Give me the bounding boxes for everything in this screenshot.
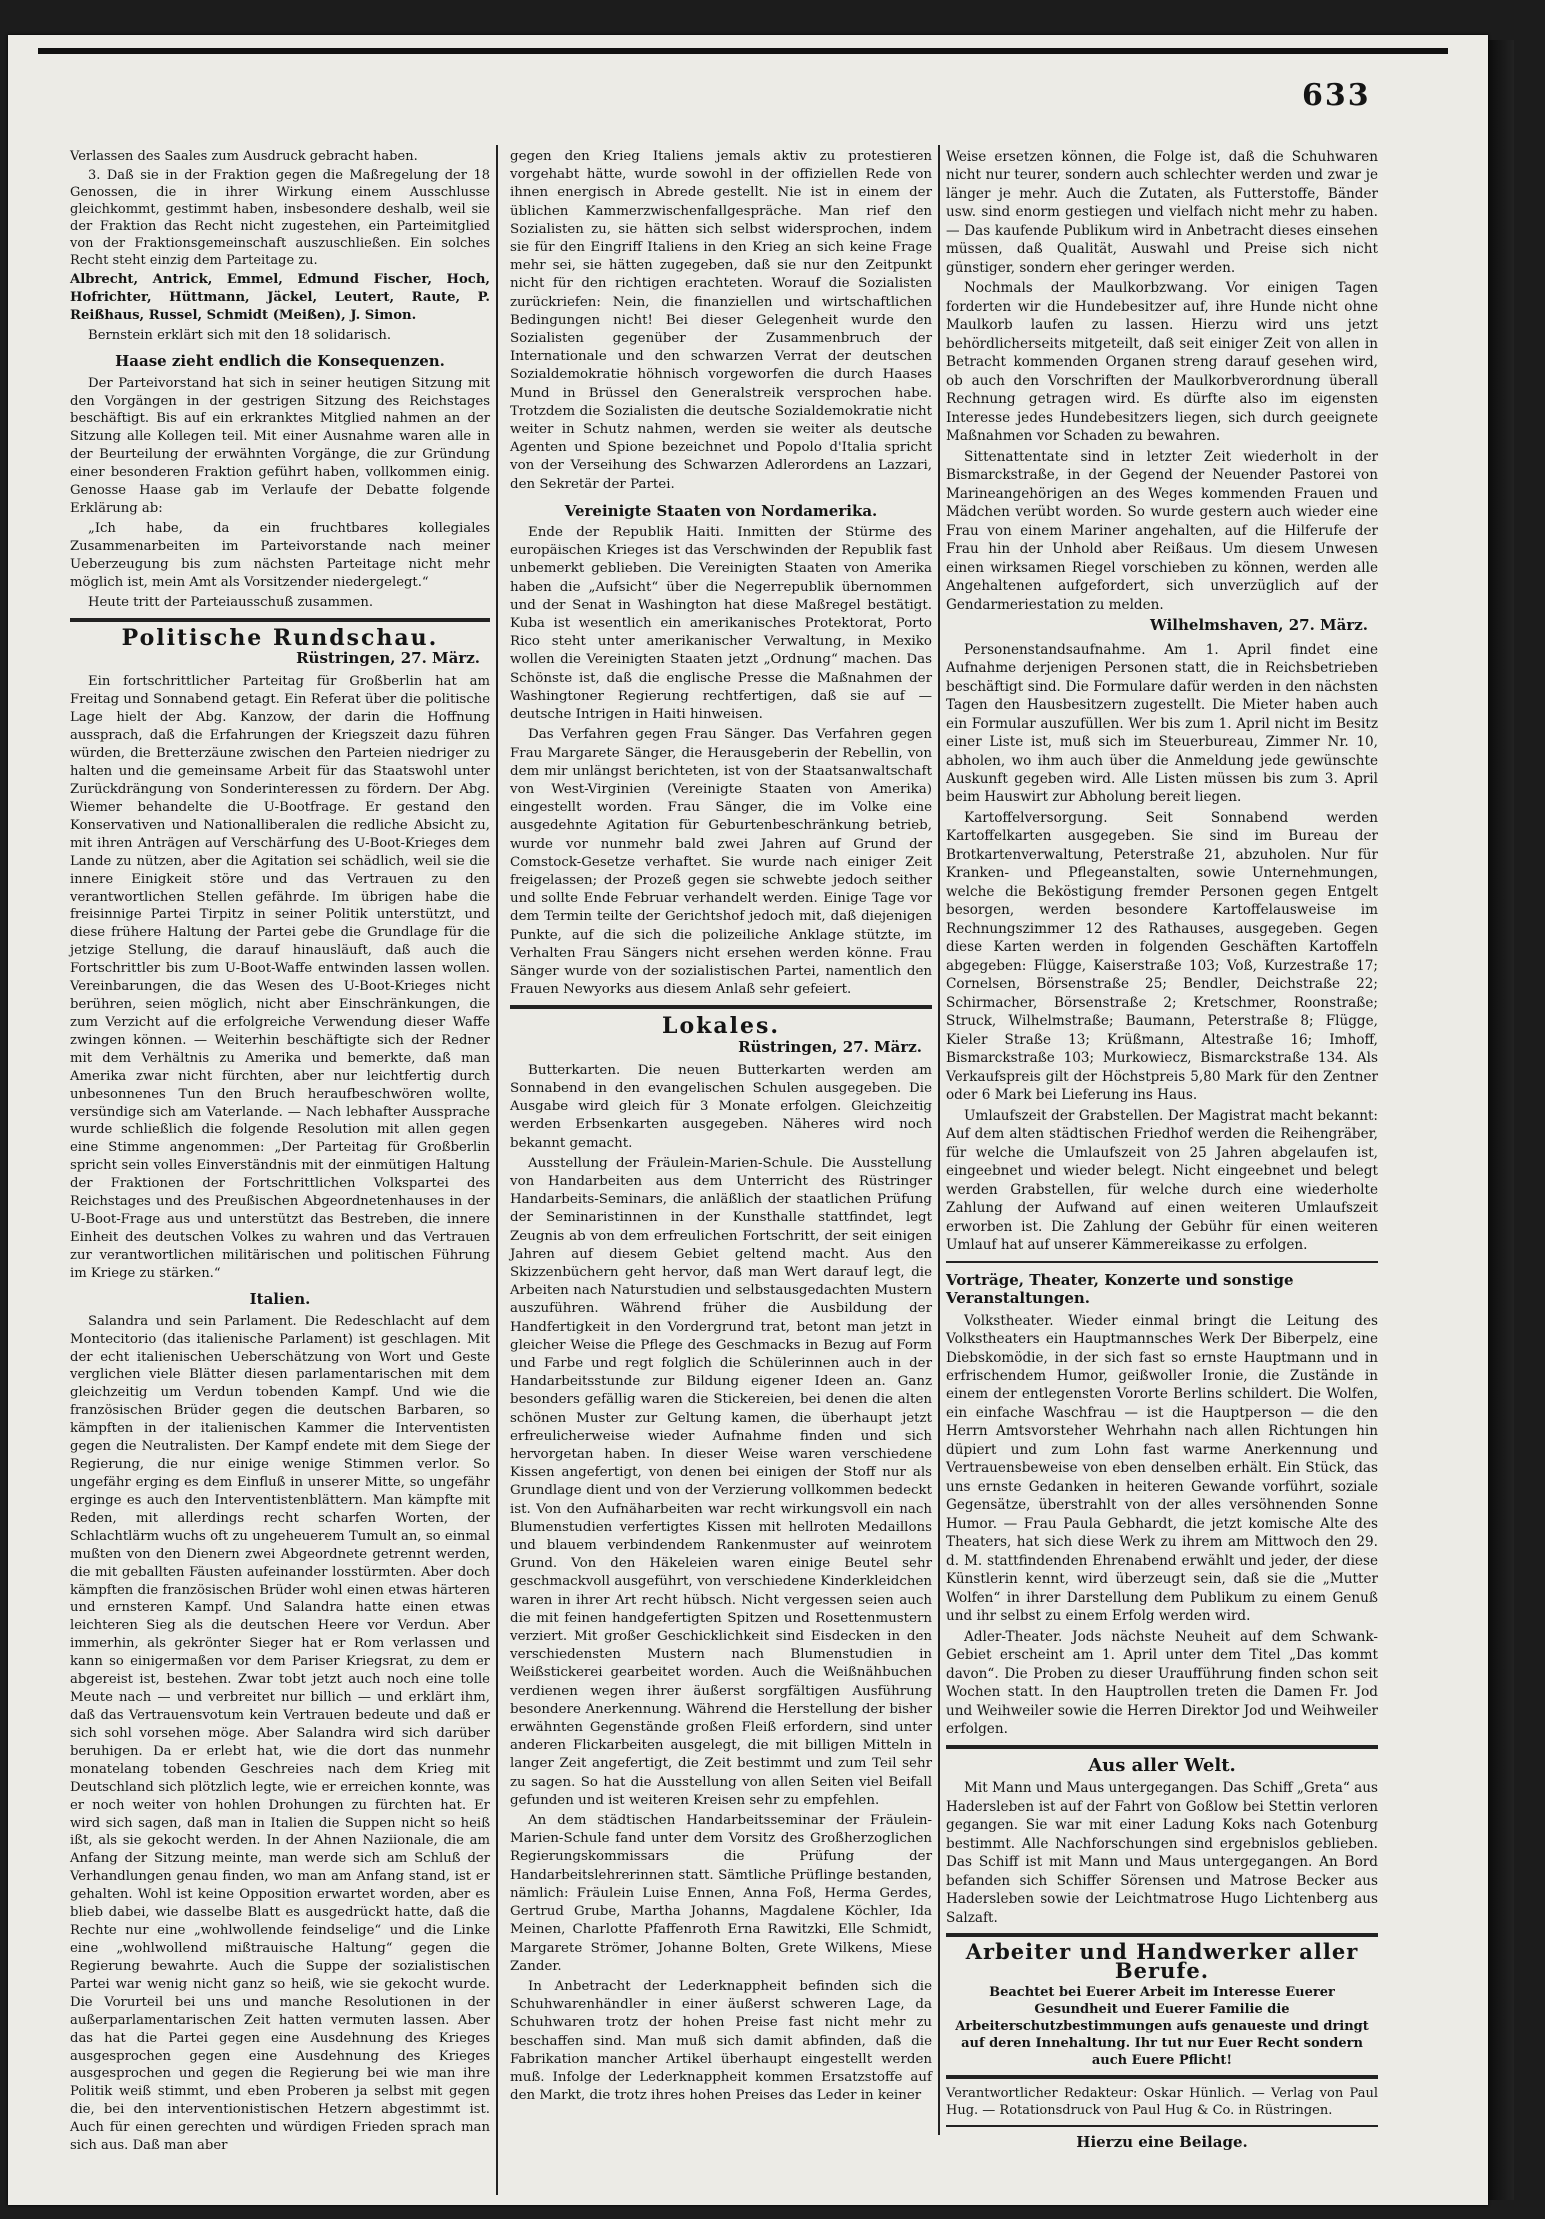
section-rule: [70, 618, 490, 622]
dateline: Rüstringen, 27. März.: [296, 648, 480, 667]
column-3: [946, 148, 1378, 2152]
column-1: [70, 148, 490, 2157]
adler-theater-paragraph: Adler-Theater. Jods nächste Neuheit auf dem Schwank-Gebiet erscheint am 1. April unter dem Titel „Das kommt davon“. Die Proben zu dieser Uraufführung finden schon seit Wochen statt. In den Hauptrollen treten die Damen Fr. Jod und Weihweiler sowie die Herren Direktor Jod und Weihweiler erfolgen.: [946, 1628, 1378, 1738]
top-rule: [38, 48, 1448, 54]
italien-paragraph: Salandra und sein Parlament. Die Redeschlacht auf dem Montecitorio (das italienische Parlament) ist geschlagen. Mit der echt italienischen Ueberschätzung von Wort und Geste verglichen viele Blätter diesen parlamentarischen mit dem gleichzeitig um Verdun tobenden Kampf. Und wie die französischen Brüder gegen die deutschen Barbaren, so kämpften in der italienischen Kammer die Interventisten gegen die Neutralisten. Der Kampf endete mit dem Siege der Regierung, die nur einige wenige Stimmen verlor. So ungefähr erging es dem Einfluß in unserer Mitte, so ungefähr erginge es auch den Interventistenblättern. Man kämpfte mit Reden, mit allerdings recht scharfen Worten, der Schlachtlärm wuchs oft zu ungeheuerem Tumult an, so einmal mußten von den Dienern zwei Abgeordnete getrennt werden, die mit geballten Fäusten aufeinander losstürmten. Aber doch kämpften die französischen Brüder wohl einen etwas härteren und ernsteren Kampf. Und Salandra hatte einen etwas leichteren Sieg als die deutschen Heere vor Verdun. Aber immerhin, als gekrönter Sieger hat er Rom verlassen und kann so einigermaßen vor dem Pariser Kriegsrat, zu dem er abgereist ist, bestehen. Zwar tobt jetzt auch noch eine tolle Meute nach — und verbreitet nur billich — und erklärt ihm, daß das Vertrauensvotum kein Vertrauen bedeute und daß er sich sohl vorsehen möge. Aber Salandra wird sich darüber beruhigen. Da er erlebt hat, wie die dort das nunmehr monatelang tobenden Geschreies nach dem Krieg mit Deutschland sich plötzlich legte, wie er erreichen konnte, was er noch weiter von hohlen Drohungen zu fürchten hat. Er wird sich sagen, daß man in Italien die Suppen nicht so heiß ißt, als sie gekocht werden. In der Ahnen Naziionale, die am Anfang der Sitzung meinte, man werde sich am Schluß der Verhandlungen genau finden, wo man am Anfang stand, ist er gehalten. Wohl ist keine Opposition erwartet worden, aber es blieb dabei, wie dasselbe Blatt es ausgedrückt hatte, daß die Rechte nur eine „wohlwollende feindselige“ und die Linke eine „wohlwollend mißtrauische Haltung“ gegen die Regierung bewahrte. Auch die Suppe der sozialistischen Partei war wenig nicht ganz so heiß, wie sie gekocht wurde. Die Vorurteil bei uns und manche Resolutionen in der außerparlamentarischen Zeit hatten vermuten lassen. Aber das hat die Partei gegen eine Ausdehnung des Krieges ausgesprochen gegen eine Ausdehnung des Krieges ausgesprochen und gegen die Regierung bei wie man ihre Politik weiß stimmt, und eben Proberen ja selbst mit gegen die, bei den interventionistischen Hetzern abgestimmt ist. Auch für einen gerechten und würdigen Frieden sprach man sich aus. Daß man aber: [70, 1313, 490, 2154]
section-rule: [510, 1005, 932, 1009]
personenstand-paragraph: Personenstandsaufnahme. Am 1. April findet eine Aufnahme derjenigen Personen statt, die in Reichsbetrieben beschäftigt sind. Die Formulare dafür werden in den nächsten Tagen den Hausbesitzern zugestellt. Die Mieter haben auch ein Formular auszufüllen. Wer bis zum 1. April nicht im Besitz einer Liste ist, muß sich im Steuerbureau, Zimmer Nr. 10, abholen, wo ihm auch über die Anmeldung jede gewünschte Auskunft gegeben wird. Alle Listen müssen bis zum 3. April beim Hauswirt zur Abholung bereit liegen.: [946, 641, 1378, 806]
dateline: Rüstringen, 27. März.: [738, 1037, 922, 1056]
imprint: Verantwortlicher Redakteur: Oskar Hünlich. — Verlag von Paul Hug. — Rotationsdruck von Paul Hug & Co. in Rüstringen.: [946, 2086, 1378, 2119]
volkstheater-paragraph: Volkstheater. Wieder einmal bringt die Leitung des Volkstheaters ein Hauptmannsches Werk Der Biberpelz, eine Diebskomödie, in der sich fast so ernste Hauptmann und in erfrischendem Humor, geißwoller Ironie, die Zustände in einem der entlegensten Vororte Berlins schildert. Die Wolfen, ein einfache Waschfrau — ist die Hauptperson — die den Herrn Amtsvorsteher Wehrhahn nach allen Richtungen hin düpiert und zum Lohn fast warme Anerkennung und Vertrauensbeweise von eben denselben erhält. Ein Stück, das uns ernste Gedanken in heiteren Gewande vorführt, soziale Gegensätze, überstrahlt von der alles versöhnenden Sonne Humor. — Frau Paula Gebhardt, die jetzt komische Alte des Theaters, hat sich diese Werk zu ihrem am Mittwoch den 29. d. M. stattfindenden Ehrenabend erwählt und jeder, der diese Künstlerin kennt, wird überzeugt sein, daß sie die „Mutter Wolfen“ in ihrer Darstellung dem Publikum zu einem Genuß und ihr selbst zu einem Erfolg werden wird.: [946, 1312, 1378, 1625]
saenger-paragraph: Das Verfahren gegen Frau Sänger. Das Verfahren gegen Frau Margarete Sänger, die Herausgeberin der Rebellin, von dem mir unlängst berichteten, ist von der Staatsanwaltschaft von West-Virginien (Vereinigte Staaten von Amerika) eingestellt worden. Frau Sänger, die im Volke eine ausgedehnte Agitation für Geburtenbeschränkung betrieb, wurde vor nunmehr bald zwei Jahren auf Grund der Comstock-Gesetze verhaftet. Sie wurde nach einiger Zeit freigelassen; der Prozeß gegen sie schwebte jedoch seither und sollte Ende Februar verhandelt werden. Einige Tage vor dem Termin teilte der Gerichtshof jedoch mit, daß diejenigen Punkte, auf die sich die polizeiliche Anklage stützte, im Verhalten Frau Sängers nicht ersehen werden könne. Frau Sänger wurde von der sozialistischen Partei, namentlich den Frauen Newyorks aus diesem Anlaß sehr gefeiert.: [510, 727, 932, 998]
bernstein-note: Bernstein erklärt sich mit den 18 solidarisch.: [88, 327, 392, 343]
section-title-lokales: Lokales.: [661, 1013, 781, 1040]
kartoffel-paragraph: Kartoffelversorgung. Seit Sonnabend werden Kartoffelkarten ausgegeben. Sie sind im Bureau der Brotkartenverwaltung, Peterstraße 21, abzuholen. Nur für Kranken- und Pflegeanstalten, sowie Unternehmungen, welche die Beköstigung fremder Personen gegen Entgelt besorgen, werden besondere Kartoffelausweise im Rechnungszimmer 12 des Rathauses, ausgegeben. Gegen diese Karten werden in folgenden Geschäften Kartoffeln abgegeben: Flügge, Kaiserstraße 103; Voß, Kurzestraße 17; Cornelsen, Börsenstraße 25; Bendler, Deichstraße 22; Schirmacher, Börsenstraße 2; Kretschmer, Roonstraße; Struck, Wilhelmstraße; Baumann, Peterstraße 8; Flügge, Kieler Straße 13; Krüßmann, Altestraße 16; Imhoff, Bismarckstraße 103; Murkowiecz, Bismarckstraße 134. Als Verkaufspreis gilt der Höchstpreis 5,80 Mark für den Zentner oder 6 Mark bei Lieferung ins Haus.: [946, 809, 1378, 1104]
dateline: Wilhelmshaven, 27. März.: [1150, 616, 1368, 635]
butterkarten-paragraph: Butterkarten. Die neuen Butterkarten werden am Sonnabend in den evangelischen Schulen ausgegeben. Die Ausgabe wird gleich für 3 Monate erfolgen. Gleichzeitig werden Erbsenkarten ausgegeben. Näheres wird noch bekannt gemacht.: [510, 1062, 932, 1151]
column-divider-1: [496, 145, 498, 2195]
amerika-heading: Vereinigte Staaten von Nordamerika.: [564, 501, 878, 520]
ausstellung-paragraph: Ausstellung der Fräulein-Marien-Schule. Die Ausstellung von Handarbeiten aus dem Unterricht des Rüstringer Handarbeits-Seminars, die anläßlich der staatlichen Prüfung der Seminaristinnen in der Kunsthalle stattfindet, legt Zeugnis ab von dem erfreulichen Fortschritt, der seit einigen Jahren auf diesem Gebiet geltend macht. Aus den Skizzenbüchern geht hervor, daß man Wert darauf legt, die Arbeiten nach Naturstudien und selbstausgedachten Mustern auszuführen. Während früher die Ausbildung der Handfertigkeit in den Vordergrund trat, betont man jetzt in gleicher Weise die Pflege des Geschmacks in Bezug auf Form und Farbe und regt folglich die Schülerinnen auch in der Handarbeitsstunde zur Bildung eigener Ideen an. Ganz besonders gefällig waren die Stickereien, bei denen die alten schönen Muster zur Geltung kamen, die überhaupt jetzt erfreulicherweise wieder Aufnahme finden und sich hervorgetan haben. In dieser Weise waren verschiedene Kissen angefertigt, von denen bei einigen der Stoff nur als Grundlage dient und von der Verzierung vollkommen bedeckt ist. Von den Aufnäharbeiten war recht wirkungsvoll ein nach Blumenstudien verfertigtes Kissen mit hellroten Medaillons und blauem verbindendem Rankenmuster auf weinrotem Grund. Von den Häkeleien waren einige Beutel sehr geschmackvoll ausgeführt, von verschiedene Kinderkleidchen waren in ihrer Art recht hübsch. Nicht vergessen seien auch die mit feinen handgefertigten Spitzen und Rosettenmustern verziert. Mit großer Geschicklichkeit sind Eisdecken in den verschiedensten Mustern nach Blumenstudien in Weißstickerei gearbeitet worden. Auch die Weißnähbuchen verdienen wegen ihrer äußerst sorgfältigen Ausführung besondere Anerkennung. Während die Herstellung der bisher erwähnten Gegenstände großen Fleiß erfordern, sind unter anderen Flickarbeiten ausgelegt, die mit billigen Mitteln in langer Zeit angefertigt, die Zeit bestimmt und zum Teil sehr zu sagen. So hat die Ausstellung von allen Seiten viel Beifall gefunden und ist weiteren Kreisen sehr zu empfehlen.: [510, 1155, 932, 1808]
maulkorb-paragraph: Nochmals der Maulkorbzwang. Vor einigen Tagen forderten wir die Hundebesitzer auf, ihre Hunde nicht ohne Maulkorb laufen zu lassen. Hierzu wird uns jetzt behördlicherseits mitgeteilt, daß seit einiger Zeit von allen in Betracht kommenden Organen streng darauf gesehen wird, ob auch den Vorschriften der Maulkorbverordnung überall Rechnung getragen wird. Es dürfte also im eigensten Interesse jedes Hundebesitzers liegen, sich durch geeignete Maßnahmen vor Schaden zu bewahren.: [946, 280, 1378, 445]
haiti-paragraph: Ende der Republik Haiti. Inmitten der Stürme des europäischen Krieges ist das Verschwinden der Republik fast unbemerkt geblieben. Die Vereinigten Staaten von Amerika haben die „Aufsicht“ über die Negerrepublik übernommen und der Senat in Washington hat diese Maßregel bestätigt. Kuba ist wesentlich ein amerikanisches Protektorat, Porto Rico steht unter amerikanischer Verwaltung, in Mexiko wollen die Vereinigten Staaten jetzt „Ordnung“ machen. Das Schönste ist, daß die englische Presse die Maßnahmen der Washingtoner Regierung rechtfertigen, daß sie auf — deutsche Intrigen in Haiti hinweisen.: [510, 525, 932, 723]
haase-paragraph-3: Heute tritt der Parteiausschuß zusammen.: [88, 594, 374, 610]
imprint-rule: [946, 2125, 1378, 2127]
beilage-note: Hierzu eine Beilage.: [1076, 2133, 1248, 2152]
sittenattentate-paragraph: Sittenattentate sind in letzter Zeit wiederholt in der Bismarckstraße, in der Gegend der Neuender Pastorei von Marineangehörigen an des Weges kommenden Frauen und Mädchen verübt worden. So wurde gestern auch wieder eine Frau von einem Mariner angehalten, auf die Hilferufe der Frau hin der Unhold aber Reißaus. Um diesem Unwesen einen wirksamen Riegel vorschieben zu können, werden alle Angehaltenen aufgefordert, sich unverzüglich auf der Gendarmeriestation zu melden.: [946, 448, 1378, 613]
box-rule: [946, 1933, 1378, 1937]
italien-heading: Italien.: [249, 1289, 311, 1308]
aus-aller-welt-title: Aus aller Welt.: [1088, 1754, 1236, 1776]
haase-paragraph-1: Der Parteivorstand hat sich in seiner heutigen Sitzung mit den Vorgängen in der gestrigen Sitzung des Reichstages beschäftigt. Bis auf ein erkranktes Mitglied nahmen an der Sitzung alle Kollegen teil. Mit einer Ausnahme waren alle in der Beurteilung der erwähnten Vorgänge, die zur Gründung einer besonderen Fraktion geführt haben, vollkommen einig. Genosse Haase gab im Verlaufe der Debatte folgende Erklärung ab:: [70, 375, 490, 517]
haase-paragraph-2: „Ich habe, da ein fruchtbares kollegiales Zusammenarbeiten im Parteivorstande nach meiner Ueberzeugung bis zum nächsten Parteitage nicht mehr möglich ist, mein Amt als Vorsitzender niedergelegt.“: [70, 520, 490, 590]
notice-box-title: Arbeiter und Handwerker aller Berufe.: [965, 1939, 1359, 1983]
haase-heading: Haase zieht endlich die Konsequenzen.: [115, 351, 445, 370]
box-rule: [946, 2075, 1378, 2079]
seminar-paragraph: An dem städtischen Handarbeitsseminar der Fräulein-Marien-Schule fand unter dem Vorsitz des Großherzoglichen Regierungskommissars die Prüfung der Handarbeitslehrerinnen statt. Sämtliche Prüflinge bestanden, nämlich: Fräulein Luise Ennen, Anna Foß, Herma Gerdes, Gertrud Grube, Martha Johanns, Magdalene Köchler, Ida Meinen, Charlotte Pfaffenroth Erna Rawitzki, Elle Schmidt, Margarete Strömer, Johanne Bolten, Grete Wilkens, Miese Zander.: [510, 1813, 932, 1974]
page-number: 633: [1302, 78, 1371, 113]
italien-continued: gegen den Krieg Italiens jemals aktiv zu protestieren vorgehabt hätte, wurde sowohl in der offiziellen Rede von ihnen energisch in Abrede gestellt. Nie ist in einem der üblichen Kammerzwischenfallgespräche. Man rief den Sozialisten zu, sie hätten sich selbst widersprochen, indem sie für den Eingriff Italiens in den Krieg an sich keine Frage mehr sei, sie hätten zugegeben, daß sie nur den Zeitpunkt nicht für den richtigen erachteten. Worauf die Sozialisten zurückriefen: Nein, die finanziellen und wirtschaftlichen Bedingungen nicht! Bei dieser Gelegenheit wurde den Sozialisten gegenüber der Zusammenbruch der Internationale und den schwarzen Verrat der deutschen Sozialdemokratie höhnisch vorgeworfen die durch Haases Mund in Brüssel den Generalstreik versprochen habe. Trotzdem die Sozialisten die deutsche Sozialdemokratie nicht weiter in Schutz nahmen, werden sie weiter als deutsche Agenten und Spione bezeichnet und Popolo d'Italia spricht von der Verseihung des Schwarzen Adlerordens an Lazzari, den Sekretär der Partei.: [510, 149, 932, 492]
section-rule: [946, 1261, 1378, 1263]
grabstellen-paragraph: Umlaufszeit der Grabstellen. Der Magistrat macht bekannt: Auf dem alten städtischen Friedhof werden die Reihengräber, für welche die Umlaufszeit von 25 Jahren abgelaufen ist, eingeebnet und wieder belegt. Nicht eingeebnet und belegt werden Grabstellen, für welche durch eine wiederholte Zahlung der Aufwand auf einen weiteren Umlaufszeit erworben ist. Die Zahlung der Gebühr für einen weiteren Umlauf hat auf unserer Kämmereikasse zu erfolgen.: [946, 1107, 1378, 1254]
schiff-paragraph: Mit Mann und Maus untergegangen. Das Schiff „Greta“ aus Hadersleben ist auf der Fahrt von Goßlow bei Stettin verloren gegangen. Sie war mit einer Ladung Koks nach Gotenburg bestimmt. Alle Nachforschungen sind ergebnislos geblieben. Das Schiff ist mit Mann und Maus untergegangen. An Bord befanden sich Schiffer Sörensen und Matrose Becker aus Hadersleben sowie der Leichtmatrose Hugo Lichtenberg aus Salzaft.: [946, 1780, 1378, 1926]
rundschau-paragraph: Ein fortschrittlicher Parteitag für Großberlin hat am Freitag und Sonnabend getagt. Ein Referat über die politische Lage hielt der Abg. Kanzow, der darin die Hoffnung aussprach, daß die Erfahrungen der Kriegszeit dazu führen würden, die Bretterzäune zwischen den Parteien niedriger zu halten und die gemeinsame Arbeit für das Staatswohl unter Zurückdrängung von Sonderinteressen zu fördern. Der Abg. Wiemer behandelte die U-Bootfrage. Er gestand den Konservativen und Nationalliberalen die redliche Absicht zu, mit ihren Anträgen auf Verschärfung des U-Boot-Krieges dem Lande zu nützen, aber die Agitation sei schädlich, weil sie die innere Einigkeit störe und das Vertrauen zu den verantwortlichen Stellen gefährde. Im übrigen habe die freisinnige Partei Tirpitz in seiner Politik unterstützt, und diese frühere Haltung der Partei gebe die Grundlage für die jetzige Stellung, die darauf hinausläuft, daß auch die Fortschrittler bis zum U-Boot-Waffe entwinden lassen wollen. Vereinbarungen, die das Wesen des U-Boot-Krieges nicht berühren, seien möglich, nicht aber Einschränkungen, die zum Verzicht auf die erfolgreiche Verwendung dieser Waffe zwingen können. — Weiterhin beschäftigte sich der Redner mit dem Verhältnis zu Amerika und bemerkte, daß man Amerika zwar nicht fürchten, aber nur leichtfertig durch unbesonnenes Tun den Bruch heraufbeschwören wollte, versündige sich am Vaterlande. — Nach lebhafter Aussprache wurde schließlich die folgende Resolution mit allen gegen eine Stimme angenommen: „Der Parteitag für Großberlin spricht sein volles Einverständnis mit der einmütigen Haltung der Fraktionen der Fortschrittlichen Volkspartei des Reichstages und des Preußischen Abgeordnetenhauses in der U-Boot-Frage aus und unterstützt das Bestreben, die innere Einheit des deutschen Volkes zu wahren und das Vertrauen zur verantwortlichen militärischen und politischen Führung im Kriege zu stärken.“: [70, 674, 490, 1281]
notice-box-text: Beachtet bei Euerer Arbeit im Interesse Euerer Gesundheit und Euerer Familie die Arbeiterschutzbestimmungen aufs genaueste und dringt auf deren Innehaltung. Ihr tut nur Euer Recht sondern auch Euere Pflicht!: [955, 1985, 1369, 2069]
signatories: Albrecht, Antrick, Emmel, Edmund Fischer, Hoch, Hofrichter, Hüttmann, Jäckel, Leutert, Raute, P. Reißhaus, Russel, Schmidt (Meißen), J. Simon.: [70, 272, 490, 323]
column-divider-2: [938, 145, 940, 2135]
leder-paragraph: In Anbetracht der Lederknappheit befinden sich die Schuhwarenhändler in einer äußerst schweren Lage, da Schuhwaren trotz der hohen Preise fast nicht mehr zu beschaffen sind. Man muß sich damit abfinden, daß die Fabrikation mancher Artikel überhaupt eingestellt werden muß. Infolge der Lederknappheit kommen Ersatzstoffe auf den Markt, die trotz ihres hohen Preises das Leder in keiner: [510, 1978, 932, 2104]
intro-line: Verlassen des Saales zum Ausdruck gebracht haben.: [70, 149, 418, 164]
section-rule: [946, 1745, 1378, 1749]
section-title-politische-rundschau: Politische Rundschau.: [121, 624, 439, 651]
column-2: [510, 148, 932, 2107]
schuhwaren-continued: Weise ersetzen können, die Folge ist, daß die Schuhwaren nicht nur teurer, sondern auch schlechter werden und zwar je länger je mehr. Auch die Zutaten, als Futterstoffe, Bänder usw. sind enorm gestiegen und vielfach nicht mehr zu haben. — Das kaufende Publikum wird in Anbetracht dieses einsehen müssen, daß Qualität, Auswahl und Preise sich nicht günstiger, sondern eher geringer werden.: [946, 149, 1378, 276]
veranstaltungen-heading: Vorträge, Theater, Konzerte und sonstige Veranstaltungen.: [946, 1270, 1294, 1308]
intro-point-3: 3. Daß sie in der Fraktion gegen die Maßregelung der 18 Genossen, die in ihrer Wirkung einem Ausschlusse gleichkommt, gestimmt haben, insbesondere deshalb, weil sie der Fraktion das Recht nicht zugestehen, ein Parteimitglied von der Fraktionsgemeinschaft auszuschließen. Ein solches Recht steht einzig dem Parteitage zu.: [70, 168, 490, 268]
